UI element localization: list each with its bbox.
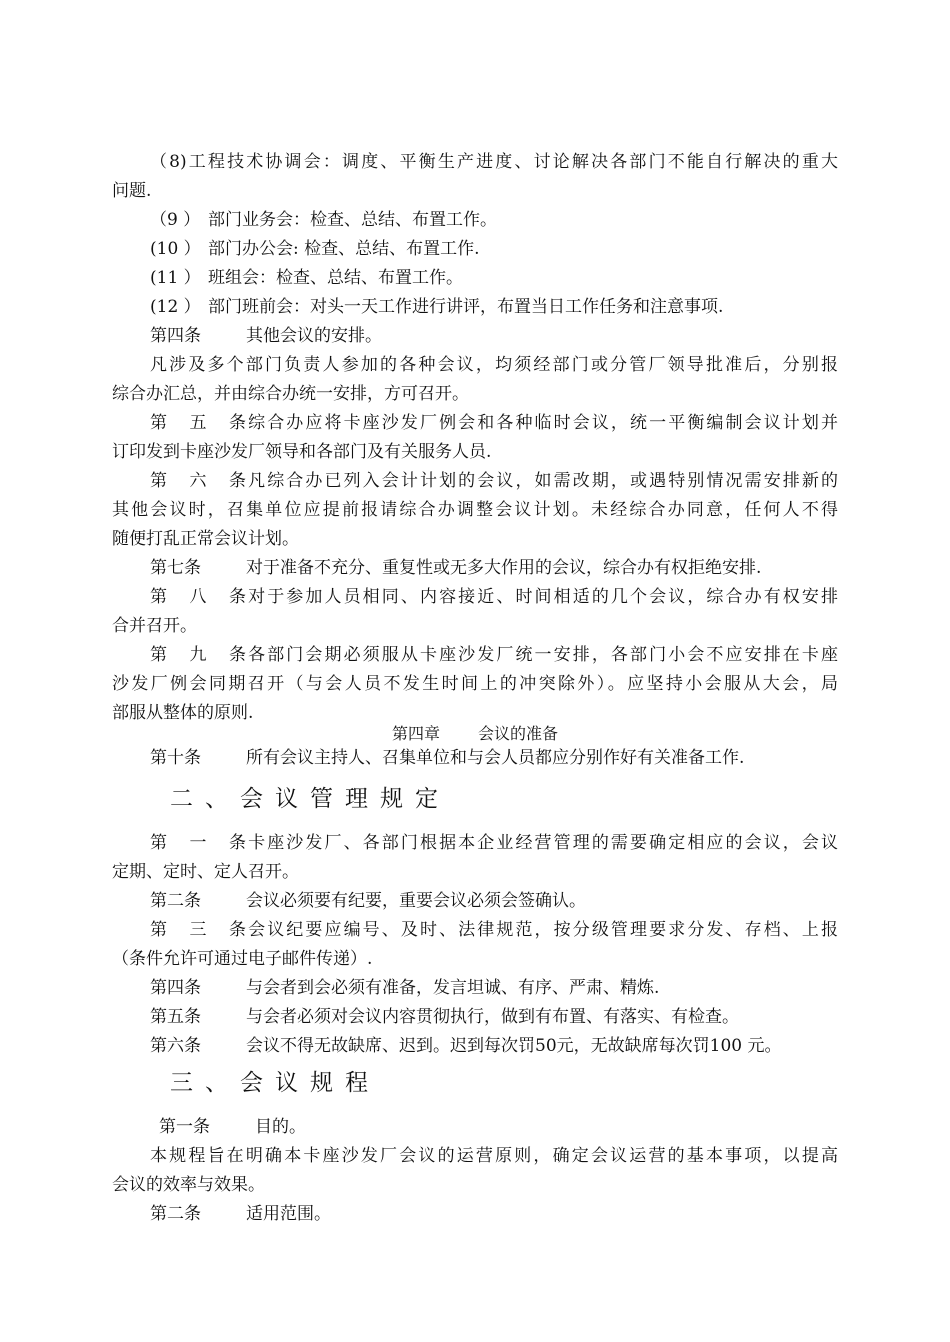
chapter-4-number: 第四章	[391, 724, 440, 743]
article-9-line-2: 沙发厂例会同期召开（与会人员不发生时间上的冲突除外）。应坚持小会服从大会，局	[112, 674, 838, 694]
s2-article-4-text: 与会者到会必须有准备，发言坦诚、有序、严肃、精炼.	[246, 978, 660, 998]
item-11-label: (11 ）	[150, 268, 201, 288]
s2-article-6-label: 第六条	[150, 1036, 201, 1056]
item-9-paragraph	[112, 206, 838, 235]
article-4-text: 其他会议的安排。	[246, 326, 382, 346]
item-12-label: (12 ）	[150, 297, 201, 317]
article-9-paragraph	[112, 641, 838, 728]
article-7-text: 对于准备不充分、重复性或无多大作用的会议，综合办有权拒绝安排.	[246, 558, 762, 578]
article-5-label: 第五条	[150, 413, 246, 433]
s3-article-2-paragraph	[112, 1200, 838, 1229]
article-6-line-3: 随便打乱正常会议计划。	[112, 529, 299, 549]
article-10-paragraph	[112, 744, 838, 773]
s2-article-1-paragraph	[112, 829, 838, 887]
article-6-line-2: 其他会议时，召集单位应提前报请综合办调整会议计划。未经综合办同意，任何人不得	[112, 500, 838, 520]
item-10-label: (10 ）	[150, 239, 201, 259]
article-6-label: 第六条	[150, 471, 246, 491]
s2-article-1-line-2: 定期、定时、定人召开。	[112, 862, 299, 882]
s2-article-3-label: 第三条	[150, 920, 246, 940]
s2-article-2-paragraph	[112, 887, 838, 916]
article-6-line-1: 凡综合办已列入会计计划的会议，如需改期，或遇特别情况需安排新的	[246, 471, 838, 491]
item-8-paragraph	[112, 148, 838, 206]
item-10-paragraph	[112, 235, 838, 264]
article-7-label: 第七条	[150, 558, 201, 578]
purpose-line-2: 会议的效率与效果。	[112, 1175, 265, 1195]
article-8-label: 第八条	[150, 587, 246, 607]
s3-article-2-text: 适用范围。	[246, 1204, 331, 1224]
article-9-line-3: 部服从整体的原则.	[112, 703, 254, 723]
article-5-paragraph	[112, 409, 838, 467]
s2-article-4-paragraph	[112, 974, 838, 1003]
multi-department-line-2: 综合办汇总，并由综合办统一安排，方可召开。	[112, 384, 469, 404]
section-2-heading: 二、会议管理规定	[170, 786, 450, 812]
article-4-paragraph	[112, 322, 838, 351]
multi-department-paragraph	[112, 351, 838, 409]
item-11-text: 班组会：检查、总结、布置工作。	[208, 268, 463, 288]
item-8-line-2: 问题.	[112, 181, 152, 201]
s2-article-6-paragraph	[112, 1032, 838, 1061]
chapter-4-title: 会议的准备	[478, 724, 559, 743]
item-9-text: 部门业务会：检查、总结、布置工作。	[208, 210, 497, 230]
article-5-line-2: 订印发到卡座沙发厂领导和各部门及有关服务人员.	[112, 442, 492, 462]
section-3-heading: 三、会议规程	[170, 1070, 380, 1096]
purpose-paragraph	[112, 1142, 838, 1200]
item-12-paragraph	[112, 293, 838, 322]
item-12-text: 部门班前会：对头一天工作进行讲评，布置当日工作任务和注意事项.	[208, 297, 724, 317]
s3-article-1-label: 第一条	[159, 1117, 210, 1137]
s3-article-1-text: 目的。	[255, 1117, 306, 1137]
article-5-line-1: 综合办应将卡座沙发厂例会和各种临时会议，统一平衡编制会议计划并	[246, 413, 838, 433]
multi-department-line-1: 凡涉及多个部门负责人参加的各种会议，均须经部门或分管厂领导批准后，分别报	[150, 355, 838, 375]
purpose-line-1: 本规程旨在明确本卡座沙发厂会议的运营原则，确定会议运营的基本事项，以提高	[150, 1146, 838, 1166]
article-10-label: 第十条	[150, 748, 201, 768]
article-7-paragraph	[112, 554, 838, 583]
s2-article-6-text: 会议不得无故缺席、迟到。迟到每次罚50元，无故缺席每次罚100 元。	[246, 1036, 782, 1056]
article-9-label: 第九条	[150, 645, 246, 665]
s2-article-3-line-1: 会议纪要应编号、及时、法律规范，按分级管理要求分发、存档、上报	[246, 920, 838, 940]
article-4-label: 第四条	[150, 326, 201, 346]
s2-article-5-text: 与会者必须对会议内容贯彻执行，做到有布置、有落实、有检查。	[246, 1007, 739, 1027]
item-10-text: 部门办公会: 检查、总结、布置工作.	[208, 239, 480, 259]
s2-article-2-text: 会议必须要有纪要，重要会议必须会签确认。	[246, 891, 586, 911]
s3-article-1-paragraph	[112, 1113, 838, 1142]
item-11-paragraph	[112, 264, 838, 293]
s2-article-2-label: 第二条	[150, 891, 201, 911]
s2-article-3-paragraph	[112, 916, 838, 974]
article-8-line-2: 合并召开。	[112, 616, 197, 636]
s2-article-5-paragraph	[112, 1003, 838, 1032]
s2-article-1-line-1: 卡座沙发厂、各部门根据本企业经营管理的需要确定相应的会议，会议	[246, 833, 838, 853]
s3-article-2-label: 第二条	[150, 1204, 201, 1224]
item-9-label: （9 ）	[150, 210, 201, 230]
article-9-line-1: 各部门会期必须服从卡座沙发厂统一安排，各部门小会不应安排在卡座	[246, 645, 838, 665]
item-8-line-1: （8)工程技术协调会：调度、平衡生产进度、讨论解决各部门不能自行解决的重大	[150, 152, 838, 172]
article-10-text: 所有会议主持人、召集单位和与会人员都应分别作好有关准备工作.	[246, 748, 745, 768]
article-8-line-1: 对于参加人员相同、内容接近、时间相适的几个会议，综合办有权安排	[246, 587, 838, 607]
s2-article-4-label: 第四条	[150, 978, 201, 998]
article-8-paragraph	[112, 583, 838, 641]
s2-article-3-line-2: （条件允许可通过电子邮件传递）.	[112, 949, 373, 969]
article-6-paragraph	[112, 467, 838, 554]
s2-article-5-label: 第五条	[150, 1007, 201, 1027]
s2-article-1-label: 第一条	[150, 833, 246, 853]
